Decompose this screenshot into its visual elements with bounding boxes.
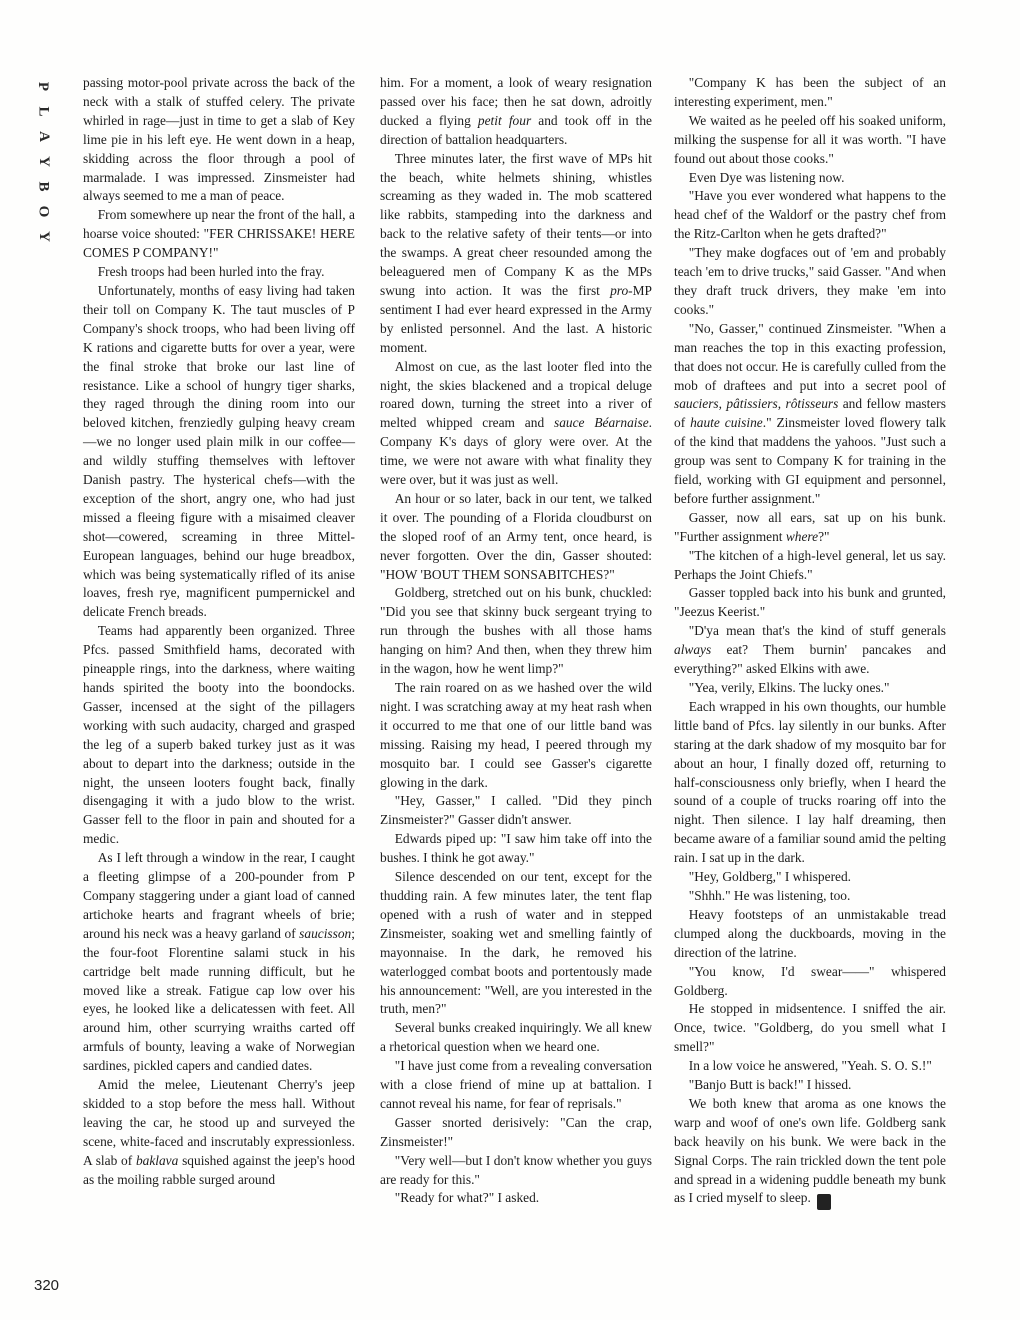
article-paragraph: "I have just come from a revealing conversation with a close friend of mine up at battalion. I cannot reveal his name, for fear of reprisals." [380, 1058, 652, 1111]
article-paragraph: "Hey, Gasser," I called. "Did they pinch Zinsmeister?" Gasser didn't answer. [380, 793, 652, 828]
article-column-2 [380, 74, 652, 1208]
magazine-name-letter: Y [35, 231, 52, 242]
article-paragraph: Several bunks creaked inquiringly. We all knew a rhetorical question when we heard one. [380, 1020, 652, 1055]
magazine-name-letter: Y [35, 156, 52, 167]
article-paragraph: passing motor-pool private across the back of the neck with a stalk of stuffed celery. The private whirled in rage—just in time to get a slab of Key lime pie in his left eye. He went down in a heap, skidding across the floor through a pool of marmalade. I was impressed. Zinsmeister had always seemed to me a man of peace. [83, 75, 355, 204]
article-paragraph: The rain roared on as we hashed over the wild night. I was scratching away at my heat rash when it occurred to me that one of our little band was missing. Raising my head, I peered through my mosquito bar. I could see Gasser's cigarette glowing in the dark. [380, 680, 652, 790]
article-paragraph: "Have you ever wondered what happens to the head chef of the Waldorf or the pastry chef from the Ritz-Carlton when he gets drafted?" [674, 188, 946, 242]
article-paragraph: "D'ya mean that's the kind of stuff generals always eat? Them burnin' pancakes and everything?" asked Elkins with awe. [674, 623, 946, 677]
article-paragraph: "Hey, Goldberg," I whispered. [688, 869, 852, 885]
article-paragraph: Three minutes later, the first wave of MPs hit the beach, white helmets shining, whistles screaming as they waded in. The mob scattered like rabbits, stampeding into the darkness and back to the relative safety of their tents—or into the swamps. A great cheer resounded among the beleaguered men of Company K as the MPs swung into action. It was the first pro-MP sentiment I had ever heard expressed in the Army by enlisted personnel. And the last. A historic moment. [380, 150, 652, 355]
article-paragraph: "Banjo Butt is back!" I hissed. [688, 1077, 852, 1093]
article-paragraph: Even Dye was listening now. [688, 169, 845, 185]
rabbit-head-icon: ♦ [817, 1194, 831, 1210]
article-paragraph: "Shhh." He was listening, too. [688, 887, 851, 903]
article-paragraph: Gasser snorted derisively: "Can the crap, Zinsmeister!" [380, 1114, 652, 1149]
magazine-name-letter: P [35, 81, 52, 92]
magazine-name-letter: O [35, 205, 52, 218]
article-paragraph: Edwards piped up: "I saw him take off into the bushes. I think he got away." [380, 831, 652, 866]
article-paragraph: An hour or so later, back in our tent, we talked it over. The pounding of a Florida cloudburst on the sloped roof of an Army tent, once heard, is never forgotten. Over the din, Gasser shouted: "HOW 'BOUT THEM SONSABITCHES?" [380, 490, 652, 582]
article-column-3 [674, 74, 946, 1210]
article-paragraph: Gasser, now all ears, sat up on his bunk. "Further assignment where?" [674, 509, 946, 544]
article-paragraph: "They make dogfaces out of 'em and probably teach 'em to drive trucks," said Gasser. "And when they draft truck drivers, they make 'em into cooks." [674, 245, 946, 317]
article-paragraph: Each wrapped in his own thoughts, our humble little band of Pfcs. lay silently in our bunks. After staring at the dark shadow of my mosquito bar for about an hour, I finally dozed off, returning to half-consciousness only briefly, when I heard the sound of a couple of trucks roaring off into the night. Then silence. I lay half dreaming, then became aware of a familiar sound amid the pelting rain. I sat up in the dark. [674, 698, 946, 866]
article-paragraph: "Very well—but I don't know whether you guys are ready for this." [380, 1152, 652, 1187]
article-paragraph: "The kitchen of a high-level general, let us say. Perhaps the Joint Chiefs." [674, 547, 946, 582]
article-paragraph: "Yea, verily, Elkins. The lucky ones." [688, 680, 890, 695]
article-paragraph: Unfortunately, months of easy living had taken their toll on Company K. The taut muscles of P Company's shock troops, who had been living off K rations and cigarette butts for over a year, were the final stroke that broke our last line of resistance. Like a school of hungry tiger sharks, they raged through the dining room into our beloved kitchen, frenziedly gulping heavy cream—we no longer used plain milk in our coffee—and wildly stuffing themselves with leftover Danish pastry. The hysterical chefs—with the exception of the short, angry one, who had just missed a fleeing figure with a misaimed cleaver shot—cowered, screaming in three Mittel-European languages, behind our huge breadbox, which was being systematically rifled of its anise loaves, fresh rye, magnificent pumpernickel and delicate French breads. [83, 282, 355, 620]
magazine-name-letter: A [35, 131, 52, 142]
article-paragraph: He stopped in midsentence. I sniffed the air. Once, twice. "Goldberg, do you smell what I smell?" [674, 1001, 946, 1055]
page-number: 320 [34, 1277, 60, 1294]
article-paragraph: Fresh troops had been hurled into the fray. [97, 264, 325, 280]
article-paragraph: We both knew that aroma as one knows the warp and woof of one's own life. Goldberg sank back heavily on his bunk. We were back in the Signal Corps. The rain trickled down the tent pole and spread in a widening puddle beneath my bunk as I cried myself to sleep. ♦ [674, 1095, 946, 1209]
article-paragraph: From somewhere up near the front of the hall, a hoarse voice shouted: "FER CHRISSAKE! HERE COMES P COMPANY!" [83, 207, 355, 261]
article-paragraph: "No, Gasser," continued Zinsmeister. "When a man reaches the top in this exacting profession, that does not occur. He is carefully culled from the mob of draftees and put into a secret pool of sauciers, pâtissiers, rôtisseurs and fellow masters of haute cuisine." Zinsmeister loved flowery talk of the kind that maddens the yahoos. "Just such a group was sent to Company K for training in the field, working with GI equipment and personnel, before further assignment." [674, 320, 946, 506]
magazine-name-letter: B [35, 181, 52, 192]
magazine-name-vertical [28, 74, 58, 249]
article-paragraph: Gasser toppled back into his bunk and grunted, "Jeezus Keerist." [674, 585, 946, 620]
article-paragraph: "Company K has been the subject of an interesting experiment, men." [674, 75, 946, 109]
article-paragraph: We waited as he peeled off his soaked uniform, milking the suspense for all it was worth. "I have found out about those cooks." [674, 112, 946, 166]
article-column-1 [83, 74, 355, 1189]
article-paragraph: "Ready for what?" I asked. [394, 1190, 540, 1206]
article-paragraph: Goldberg, stretched out on his bunk, chuckled: "Did you see that skinny buck sergeant trying to run through the bushes with all those hams hanging on him? And then, when they threw him in the wagon, how he went limp?" [380, 585, 652, 677]
article-paragraph: him. For a moment, a look of weary resignation passed over his face; then he sat down, adroitly ducked a flying petit four and took off in the direction of battalion headquarters. [380, 75, 652, 147]
magazine-name-letter: L [35, 106, 52, 117]
article-paragraph: "You know, I'd swear——" whispered Goldberg. [674, 963, 946, 998]
article-paragraph: Silence descended on our tent, except for the thudding rain. A few minutes later, the tent flap opened with a rush of water and in stepped Zinsmeister, soaking wet and smelling faintly of mayonnaise. In the dark, he removed his waterlogged combat boots and portentously made his announcement: "Well, are you interested in the truth, men?" [380, 869, 652, 1017]
article-paragraph: In a low voice he answered, "Yeah. S. O. S.!" [688, 1058, 932, 1074]
article-paragraph: As I left through a window in the rear, I caught a fleeting glimpse of a 200-pounder from P Company staggering under a giant load of canned artichoke hearts and fragrant wheels of brie; around his neck was a heavy garland of saucisson; the four-foot Florentine salami stuck in his cartridge belt made running difficult, but he moved like a streak. Fatigue cap low over his eyes, he looked like a delicatessen with feet. All around him, other scurrying wraiths carted off armfuls of bounty, leaving a wake of Norwegian sardines, pickled capers and candied dates. [83, 850, 355, 1074]
article-paragraph: Almost on cue, as the last looter fled into the night, the skies blackened and a tropical deluge roared down, turning the street into a river of melted whipped cream and sauce Béarnaise. Company K's days of glory were over. At the time, we were not aware with what finality they were over, but it was just as well. [380, 358, 652, 488]
article-paragraph: Heavy footsteps of an unmistakable tread clumped along the duckboards, moving in the direction of the latrine. [674, 906, 946, 960]
article-paragraph: Amid the melee, Lieutenant Cherry's jeep skidded to a stop before the mess hall. Without leaving the car, he stood up and surveyed the scene, white-faced and inscrutably expressionless. A slab of baklava squished against the jeep's hood as the moiling rabble surged around [83, 1077, 355, 1187]
article-paragraph: Teams had apparently been organized. Three Pfcs. passed Smithfield hams, decorated with pineapple rings, into the darkness, where waiting hands spirited the booty into the boondocks. Gasser, incensed at the sight of the pillagers working with such audacity, charged and grasped the leg of a superb baked turkey just as it was about to depart into the darkness; outside in the night, the unseen looters fought back, finally disengaging it with a judo blow to the wrist. Gasser fell to the floor in pain and shouted for a medic. [83, 623, 355, 847]
